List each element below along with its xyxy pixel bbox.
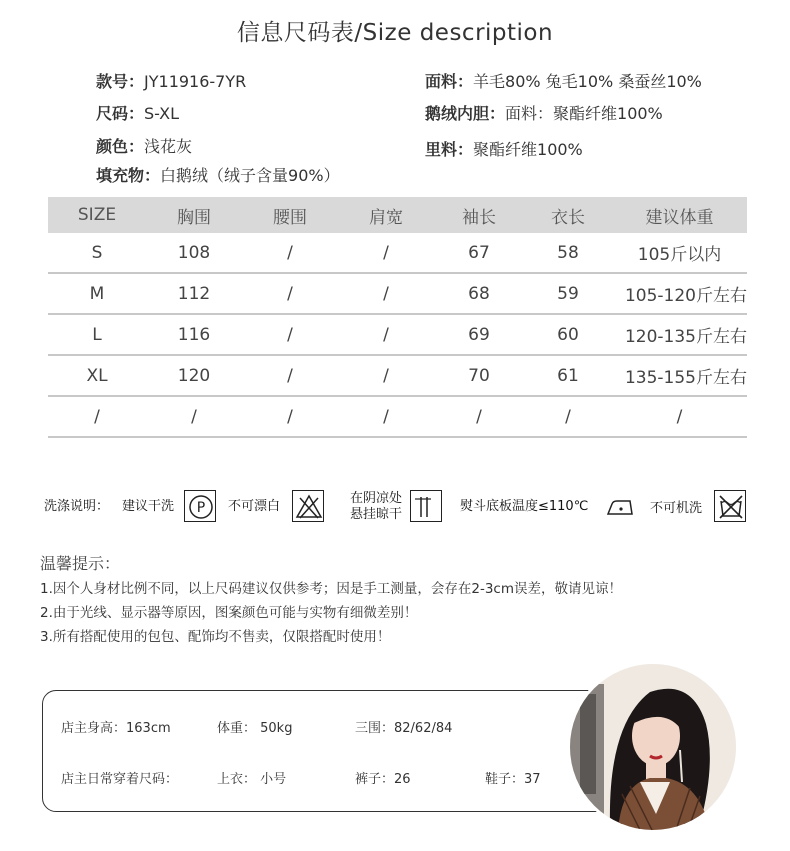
table-cell: / <box>242 355 338 396</box>
table-cell: / <box>338 273 434 314</box>
table-cell: / <box>48 396 146 437</box>
filling-value: 白鹅绒（绒子含量90%） <box>160 166 340 185</box>
table-cell: 120 <box>146 355 242 396</box>
down-liner-value: 面料：聚酯纤维100% <box>505 104 663 123</box>
tip-item: 3.所有搭配使用的包包、配饰均不售卖，仅限搭配时使用！ <box>40 629 391 645</box>
table-cell: 60 <box>524 314 612 355</box>
table-cell: / <box>242 273 338 314</box>
table-cell: / <box>338 233 434 273</box>
table-cell: 116 <box>146 314 242 355</box>
table-cell: / <box>338 396 434 437</box>
style-number-label: 款号： <box>96 72 145 91</box>
table-cell: / <box>338 355 434 396</box>
header-shoulder: 肩宽 <box>338 197 434 233</box>
owner-weight: 体重： 50kg <box>217 721 293 736</box>
table-row <box>48 233 747 273</box>
fabric-info <box>425 69 702 92</box>
filling-info <box>96 163 340 186</box>
owner-daily-size-label: 店主日常穿着尺码： <box>61 772 179 787</box>
table-row <box>48 314 747 355</box>
owner-photo-illustration <box>570 664 736 830</box>
header-size: SIZE <box>48 197 146 233</box>
table-cell: / <box>242 233 338 273</box>
color-label: 颜色： <box>96 137 145 156</box>
table-cell: 61 <box>524 355 612 396</box>
size-range-label: 尺码： <box>96 104 145 123</box>
size-range <box>96 101 179 124</box>
owner-shoe-size: 鞋子：37 <box>485 772 541 787</box>
filling-label: 填充物： <box>96 166 161 185</box>
lining-value: 聚酯纤维100% <box>473 140 583 159</box>
owner-pants-size: 裤子：26 <box>355 772 411 787</box>
table-cell: / <box>146 396 242 437</box>
no-bleach-icon <box>292 490 324 522</box>
table-cell: 135-155斤左右 <box>612 355 747 396</box>
table-row <box>48 355 747 396</box>
dry-clean-p-icon <box>184 490 216 522</box>
owner-measurements: 三围：82/62/84 <box>355 721 453 736</box>
care-no-bleach-text: 不可漂白 <box>228 499 281 514</box>
header-length: 衣长 <box>524 197 612 233</box>
owner-height: 店主身高：163cm <box>61 721 171 736</box>
color-info <box>96 134 192 157</box>
owner-info-box <box>42 690 642 812</box>
table-cell: 105斤以内 <box>612 233 747 273</box>
table-cell: 68 <box>434 273 524 314</box>
table-cell: L <box>48 314 146 355</box>
down-liner-label: 鹅绒内胆： <box>425 104 506 123</box>
table-cell: / <box>242 396 338 437</box>
table-cell: / <box>524 396 612 437</box>
care-line-dry-line1: 在阴凉处 <box>350 491 403 506</box>
lining-label: 里料： <box>425 140 474 159</box>
size-table-header <box>48 197 747 233</box>
style-number <box>96 69 246 92</box>
table-cell: 59 <box>524 273 612 314</box>
lining-info <box>425 137 583 160</box>
table-cell: / <box>242 314 338 355</box>
table-cell: S <box>48 233 146 273</box>
no-machine-wash-icon <box>714 490 746 522</box>
table-cell: 58 <box>524 233 612 273</box>
color-value: 浅花灰 <box>144 137 193 156</box>
owner-top-size: 上衣： 小号 <box>217 772 287 787</box>
tip-item: 2.由于光线、显示器等原因，图案颜色可能与实物有细微差别！ <box>40 605 418 621</box>
down-liner-info <box>425 101 663 124</box>
table-row <box>48 273 747 314</box>
table-cell: 120-135斤左右 <box>612 314 747 355</box>
table-cell: / <box>612 396 747 437</box>
care-dry-clean-text: 建议干洗 <box>122 499 175 514</box>
fabric-value: 羊毛80% 兔毛10% 桑蚕丝10% <box>473 72 702 91</box>
tip-item: 1.因个人身材比例不同，以上尺码建议仅供参考；因是手工测量，会存在2-3cm误差，敬请见谅！ <box>40 581 623 597</box>
header-waist: 腰围 <box>242 197 338 233</box>
owner-avatar <box>567 661 739 833</box>
table-cell: 112 <box>146 273 242 314</box>
table-row <box>48 396 747 437</box>
tips-title: 温馨提示： <box>40 554 121 573</box>
table-cell: XL <box>48 355 146 396</box>
care-iron-text: 熨斗底板温度≤110℃ <box>460 499 589 514</box>
table-cell: / <box>434 396 524 437</box>
table-cell: 108 <box>146 233 242 273</box>
fabric-label: 面料： <box>425 72 474 91</box>
table-cell: 69 <box>434 314 524 355</box>
size-table <box>48 197 747 438</box>
care-line-dry-line2: 悬挂晾干 <box>350 507 403 522</box>
table-cell: 67 <box>434 233 524 273</box>
style-number-value: JY11916-7YR <box>144 72 247 91</box>
page-title: 信息尺码表/Size description <box>236 20 554 46</box>
size-range-value: S-XL <box>144 104 180 123</box>
iron-low-icon <box>604 490 636 522</box>
line-dry-shade-icon <box>410 490 442 522</box>
care-line-dry-text <box>350 491 402 523</box>
table-cell: / <box>338 314 434 355</box>
table-cell: 105-120斤左右 <box>612 273 747 314</box>
care-label: 洗涤说明： <box>44 499 110 514</box>
care-no-machine-wash-text: 不可机洗 <box>650 501 703 516</box>
header-weight: 建议体重 <box>612 197 747 233</box>
header-chest: 胸围 <box>146 197 242 233</box>
svg-text:P: P <box>196 500 206 516</box>
table-cell: M <box>48 273 146 314</box>
header-sleeve: 袖长 <box>434 197 524 233</box>
table-cell: 70 <box>434 355 524 396</box>
